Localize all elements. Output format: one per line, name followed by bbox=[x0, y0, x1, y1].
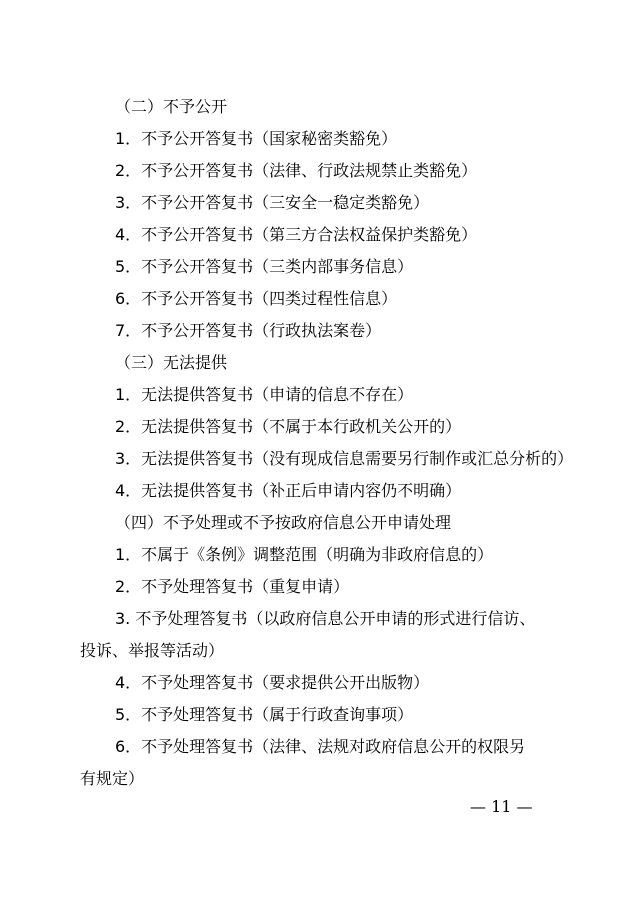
list-item: 3．无法提供答复书（没有现成信息需要另行制作或汇总分析的） bbox=[115, 449, 574, 468]
list-item: 4．不予公开答复书（第三方合法权益保护类豁免） bbox=[115, 225, 478, 244]
section-heading-2: （二）不予公开 bbox=[115, 97, 228, 116]
section-heading-4: （四）不予处理或不予按政府信息公开申请处理 bbox=[115, 513, 452, 532]
list-item: 6．不予处理答复书（法律、法规对政府信息公开的权限另 bbox=[115, 737, 526, 756]
list-item: 1．不予公开答复书（国家秘密类豁免） bbox=[115, 129, 398, 148]
list-item: 5．不予处理答复书（属于行政查询事项） bbox=[115, 705, 414, 724]
list-item: 6．不予公开答复书（四类过程性信息） bbox=[115, 289, 398, 308]
list-item: 3．不予公开答复书（三安全一稳定类豁免） bbox=[115, 193, 430, 212]
list-item: 4．不予处理答复书（要求提供公开出版物） bbox=[115, 673, 430, 692]
list-item: 1．无法提供答复书（申请的信息不存在） bbox=[115, 385, 414, 404]
list-item: 7．不予公开答复书（行政执法案卷） bbox=[115, 321, 382, 340]
list-item: 5．不予公开答复书（三类内部事务信息） bbox=[115, 257, 414, 276]
list-item: 4．无法提供答复书（补正后申请内容仍不明确） bbox=[115, 481, 462, 500]
list-item: 3. 不予处理答复书（以政府信息公开申请的形式进行信访、 bbox=[115, 609, 536, 628]
list-item-continuation: 有规定） bbox=[80, 769, 145, 788]
list-item: 2．不予处理答复书（重复申请） bbox=[115, 577, 350, 596]
list-item: 1．不属于《条例》调整范围（明确为非政府信息的） bbox=[115, 545, 494, 564]
section-heading-3: （三）无法提供 bbox=[115, 353, 228, 372]
list-item-continuation: 投诉、举报等活动） bbox=[80, 641, 225, 660]
list-item: 2．不予公开答复书（法律、行政法规禁止类豁免） bbox=[115, 161, 478, 180]
list-item: 2．无法提供答复书（不属于本行政机关公开的） bbox=[115, 417, 462, 436]
page-number: — 11 — bbox=[470, 797, 533, 816]
